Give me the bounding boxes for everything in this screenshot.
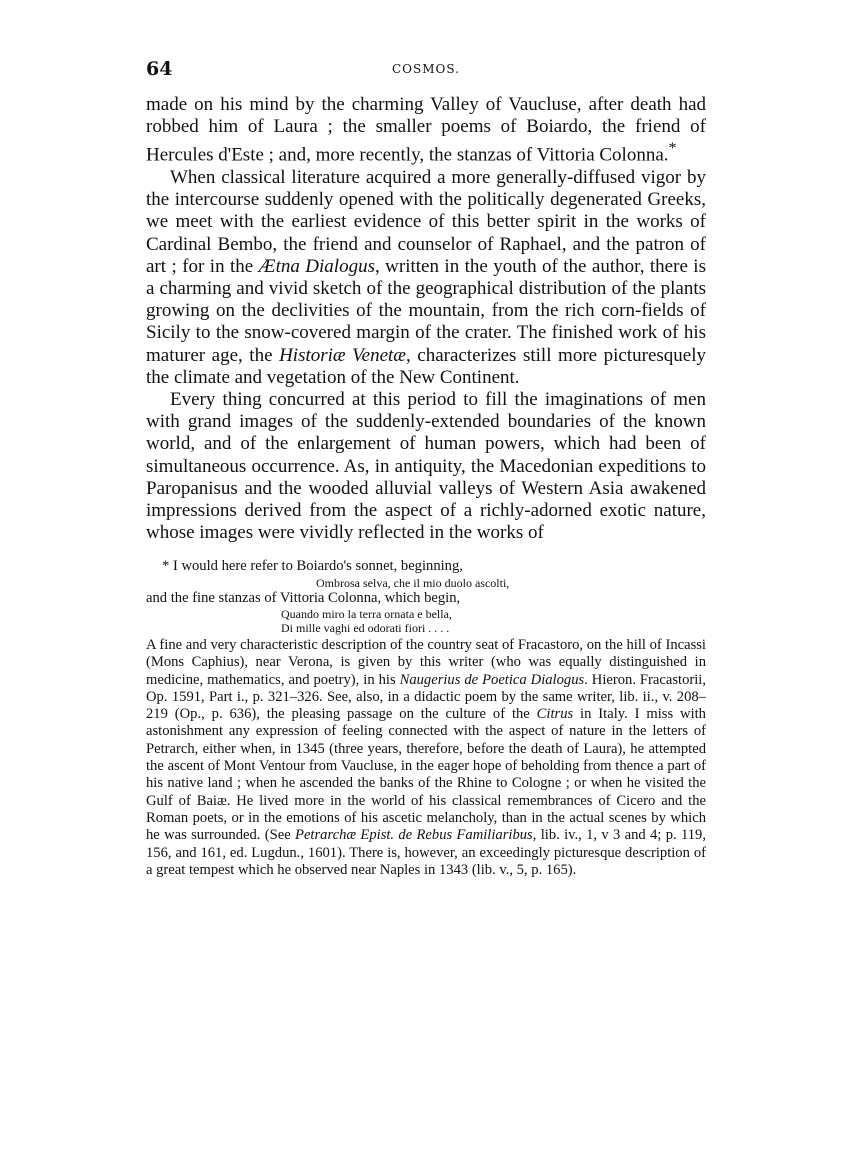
work-title: Petrarchæ Epist. de Rebus Familiaribus	[295, 827, 533, 844]
paragraph	[146, 167, 706, 389]
book-page	[146, 58, 706, 879]
verse-quote-line: Di mille vaghi ed odorati fiori . . . .	[281, 620, 450, 635]
paragraph-text: , characterizes still more picturesquely the climate and vegetation of the New Continent.	[146, 344, 707, 388]
work-title: Historiæ Venetæ	[279, 344, 406, 366]
footnote-mark: *	[162, 558, 170, 575]
paragraph-text: When classical literature acquired a more generally-diffused vigor by the intercourse suddenly opened with the politically degenerated Greeks, we meet with the earliest evidence of this better spirit in the works of Cardinal Bembo, the friend and counselor of Raphael, and the patron of art ; for in the	[146, 166, 706, 277]
footnote-paragraph	[146, 637, 706, 879]
paragraph-text: made on his mind by the charming Valley of Vaucluse, after death had robbed him of Laura ; the smaller poems of Boiardo, the friend of Hercules d'Este ; and, more recently, the stanzas of Vittoria Colonna.	[146, 94, 706, 166]
footnote-intro	[146, 558, 706, 575]
footnote-text: , lib. iv., 1, v 3 and 4; p. 119, 156, and 161, ed. Lugdun., 1601). There is, however, an exceedingly picturesque description of a great tempest which he observed near Naples in 1343 (lib. v., 5, p. 165).	[146, 827, 706, 878]
paragraph-continued	[146, 94, 706, 167]
work-title: Ætna Dialogus	[258, 255, 375, 277]
main-text	[146, 94, 706, 544]
paragraph: Every thing concurred at this period to fill the imaginations of men with grand images of the suddenly-extended boundaries of the known world, and of the enlargement of human powers, which had been of simultaneous occurrence. As, in antiquity, the Macedonian expeditions to Paropanisus and the wooded alluvial valleys of Western Asia awakened impressions derived from the aspect of a richly-adorned exotic nature, whose images were vividly reflected in the works of	[146, 388, 706, 544]
running-title: COSMOS.	[392, 62, 460, 76]
footnote-text: A fine and very characteristic description of the country seat of Fracastoro, on the hill of Incassi (Mons Caphius), near Verona, is given by this writer (who was equally distinguished in medicine, mathematics, and poetry), in his	[146, 636, 706, 688]
page-number: 64	[146, 58, 173, 80]
verse-quote-line: Quando miro la terra ornata e bella,	[281, 606, 452, 621]
verse-quote: Ombrosa selva, che il mio duolo ascolti,	[316, 575, 510, 590]
footnote-text: and the fine stanzas of Vittoria Colonna, which begin,	[146, 589, 461, 606]
footnote-text: . Hieron. Fracastorii, Op. 1591, Part i., p. 321–326. See, also, in a didactic poem by the same writer, lib. ii., v. 208–219 (Op., p. 636), the pleasing passage on the culture of the	[146, 671, 706, 723]
work-title: Citrus	[536, 706, 574, 723]
footnote	[146, 558, 706, 879]
paragraph-text: , written in the youth of the author, there is a charming and vivid sketch of the geographical distribution of the plants growing on the declivities of the mountain, from the rich corn-fields of Sicily to the snow-covered margin of the crater. The finished work of his maturer age, the	[146, 255, 706, 366]
footnote-text: in Italy. I miss with astonishment any expression of feeling connected with the aspect of nature in the letters of Petrarch, either when, in 1345 (three years, therefore, before the death of Laura), he attempted the ascent of Mont Ventour from Vaucluse, in the eager hope of beholding from thence a part of his native land ; when he ascended the banks of the Rhine to Cologne ; or when he visited the Gulf of Baiæ. He lived more in the world of his classical remembrances of Cicero and the Roman poets, or in the emotions of his ascetic melancholy, than in the actual scenes by which he was surrounded. (See	[146, 706, 706, 844]
page-header	[146, 58, 706, 92]
footnote-reference: *	[668, 140, 677, 158]
footnote-text: I would here refer to Boiardo's sonnet, beginning,	[172, 558, 463, 575]
work-title: Naugerius de Poetica Dialogus	[399, 671, 585, 688]
